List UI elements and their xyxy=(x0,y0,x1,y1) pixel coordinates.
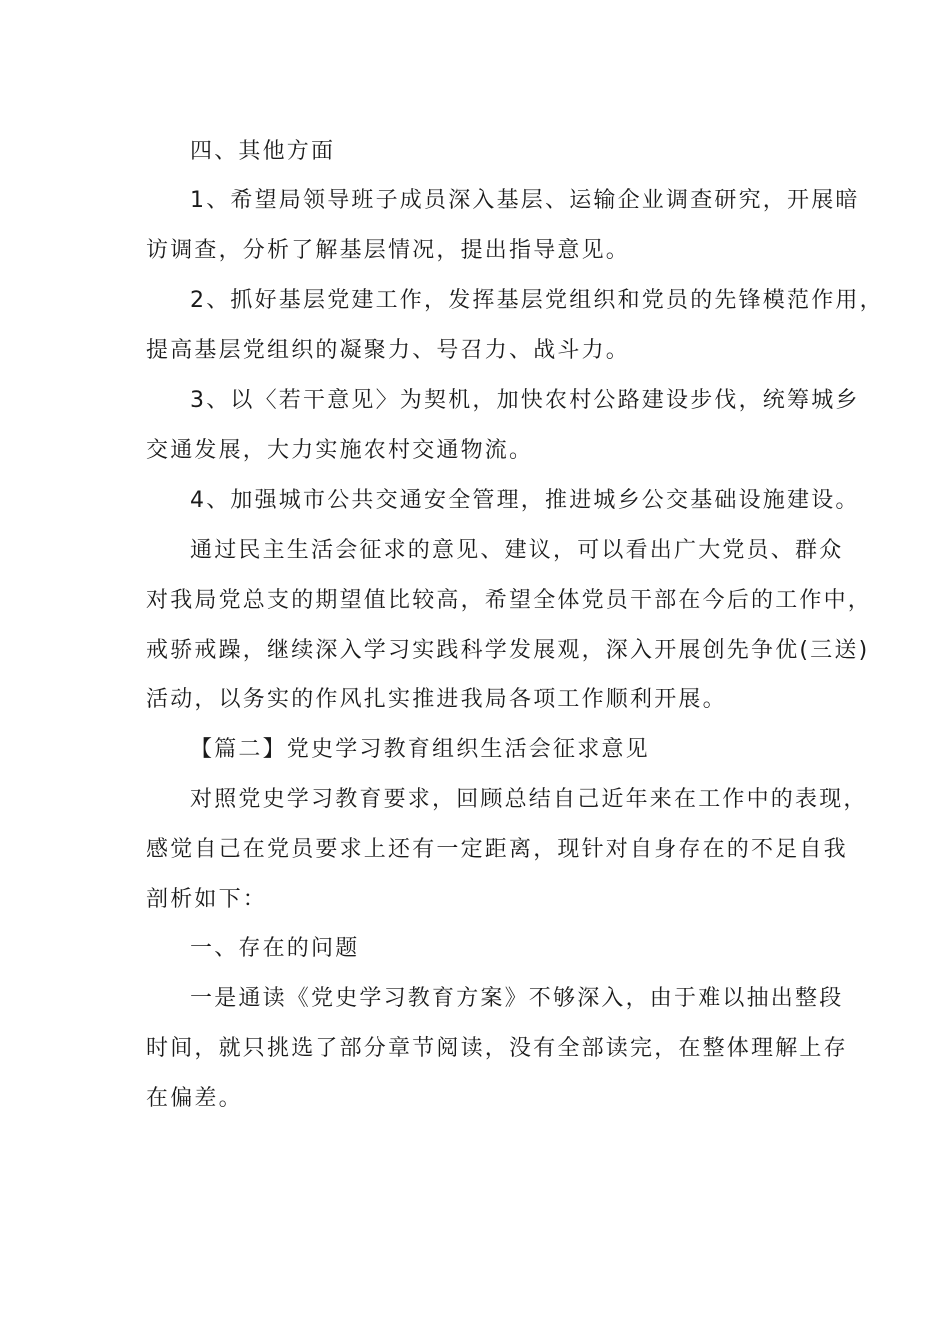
paragraph-line: 时间，就只挑选了部分章节阅读，没有全部读完，在整体理解上存 xyxy=(146,1036,848,1061)
paragraph-line: 2、抓好基层党建工作，发挥基层党组织和党员的先锋模范作用， xyxy=(190,288,884,313)
paragraph-line: 通过民主生活会征求的意见、建议，可以看出广大党员、群众 xyxy=(190,538,844,563)
paragraph-line: 一是通读《党史学习教育方案》不够深入，由于难以抽出整段 xyxy=(190,986,844,1011)
paragraph-line: 对我局党总支的期望值比较高，希望全体党员干部在今后的工作中， xyxy=(146,588,873,613)
paragraph-line: 在偏差。 xyxy=(146,1086,243,1111)
paragraph-line: 4、加强城市公共交通安全管理，推进城乡公交基础设施建设。 xyxy=(190,488,860,513)
paragraph-line: 活动，以务实的作风扎实推进我局各项工作顺利开展。 xyxy=(146,687,727,712)
paragraph-line: 3、以〈若干意见〉为契机，加快农村公路建设步伐，统筹城乡 xyxy=(190,388,860,413)
article-heading: 【篇二】党史学习教育组织生活会征求意见 xyxy=(190,737,650,762)
paragraph-line: 访调查，分析了解基层情况，提出指导意见。 xyxy=(146,238,631,263)
paragraph-line: 对照党史学习教育要求，回顾总结自己近年来在工作中的表现， xyxy=(190,787,868,812)
paragraph-line: 戒骄戒躁，继续深入学习实践科学发展观，深入开展创先争优(三送) xyxy=(146,638,870,663)
paragraph-line: 感觉自己在党员要求上还有一定距离，现针对自身存在的不足自我 xyxy=(146,837,848,862)
paragraph-line: 交通发展，大力实施农村交通物流。 xyxy=(146,438,534,463)
paragraph-line: 提高基层党组织的凝聚力、号召力、战斗力。 xyxy=(146,338,631,363)
paragraph-line: 1、希望局领导班子成员深入基层、运输企业调查研究，开展暗 xyxy=(190,188,860,213)
section-heading-problems: 一、存在的问题 xyxy=(190,936,360,961)
paragraph-line: 剖析如下： xyxy=(146,887,268,912)
section-heading-other-aspects: 四、其他方面 xyxy=(190,139,336,164)
